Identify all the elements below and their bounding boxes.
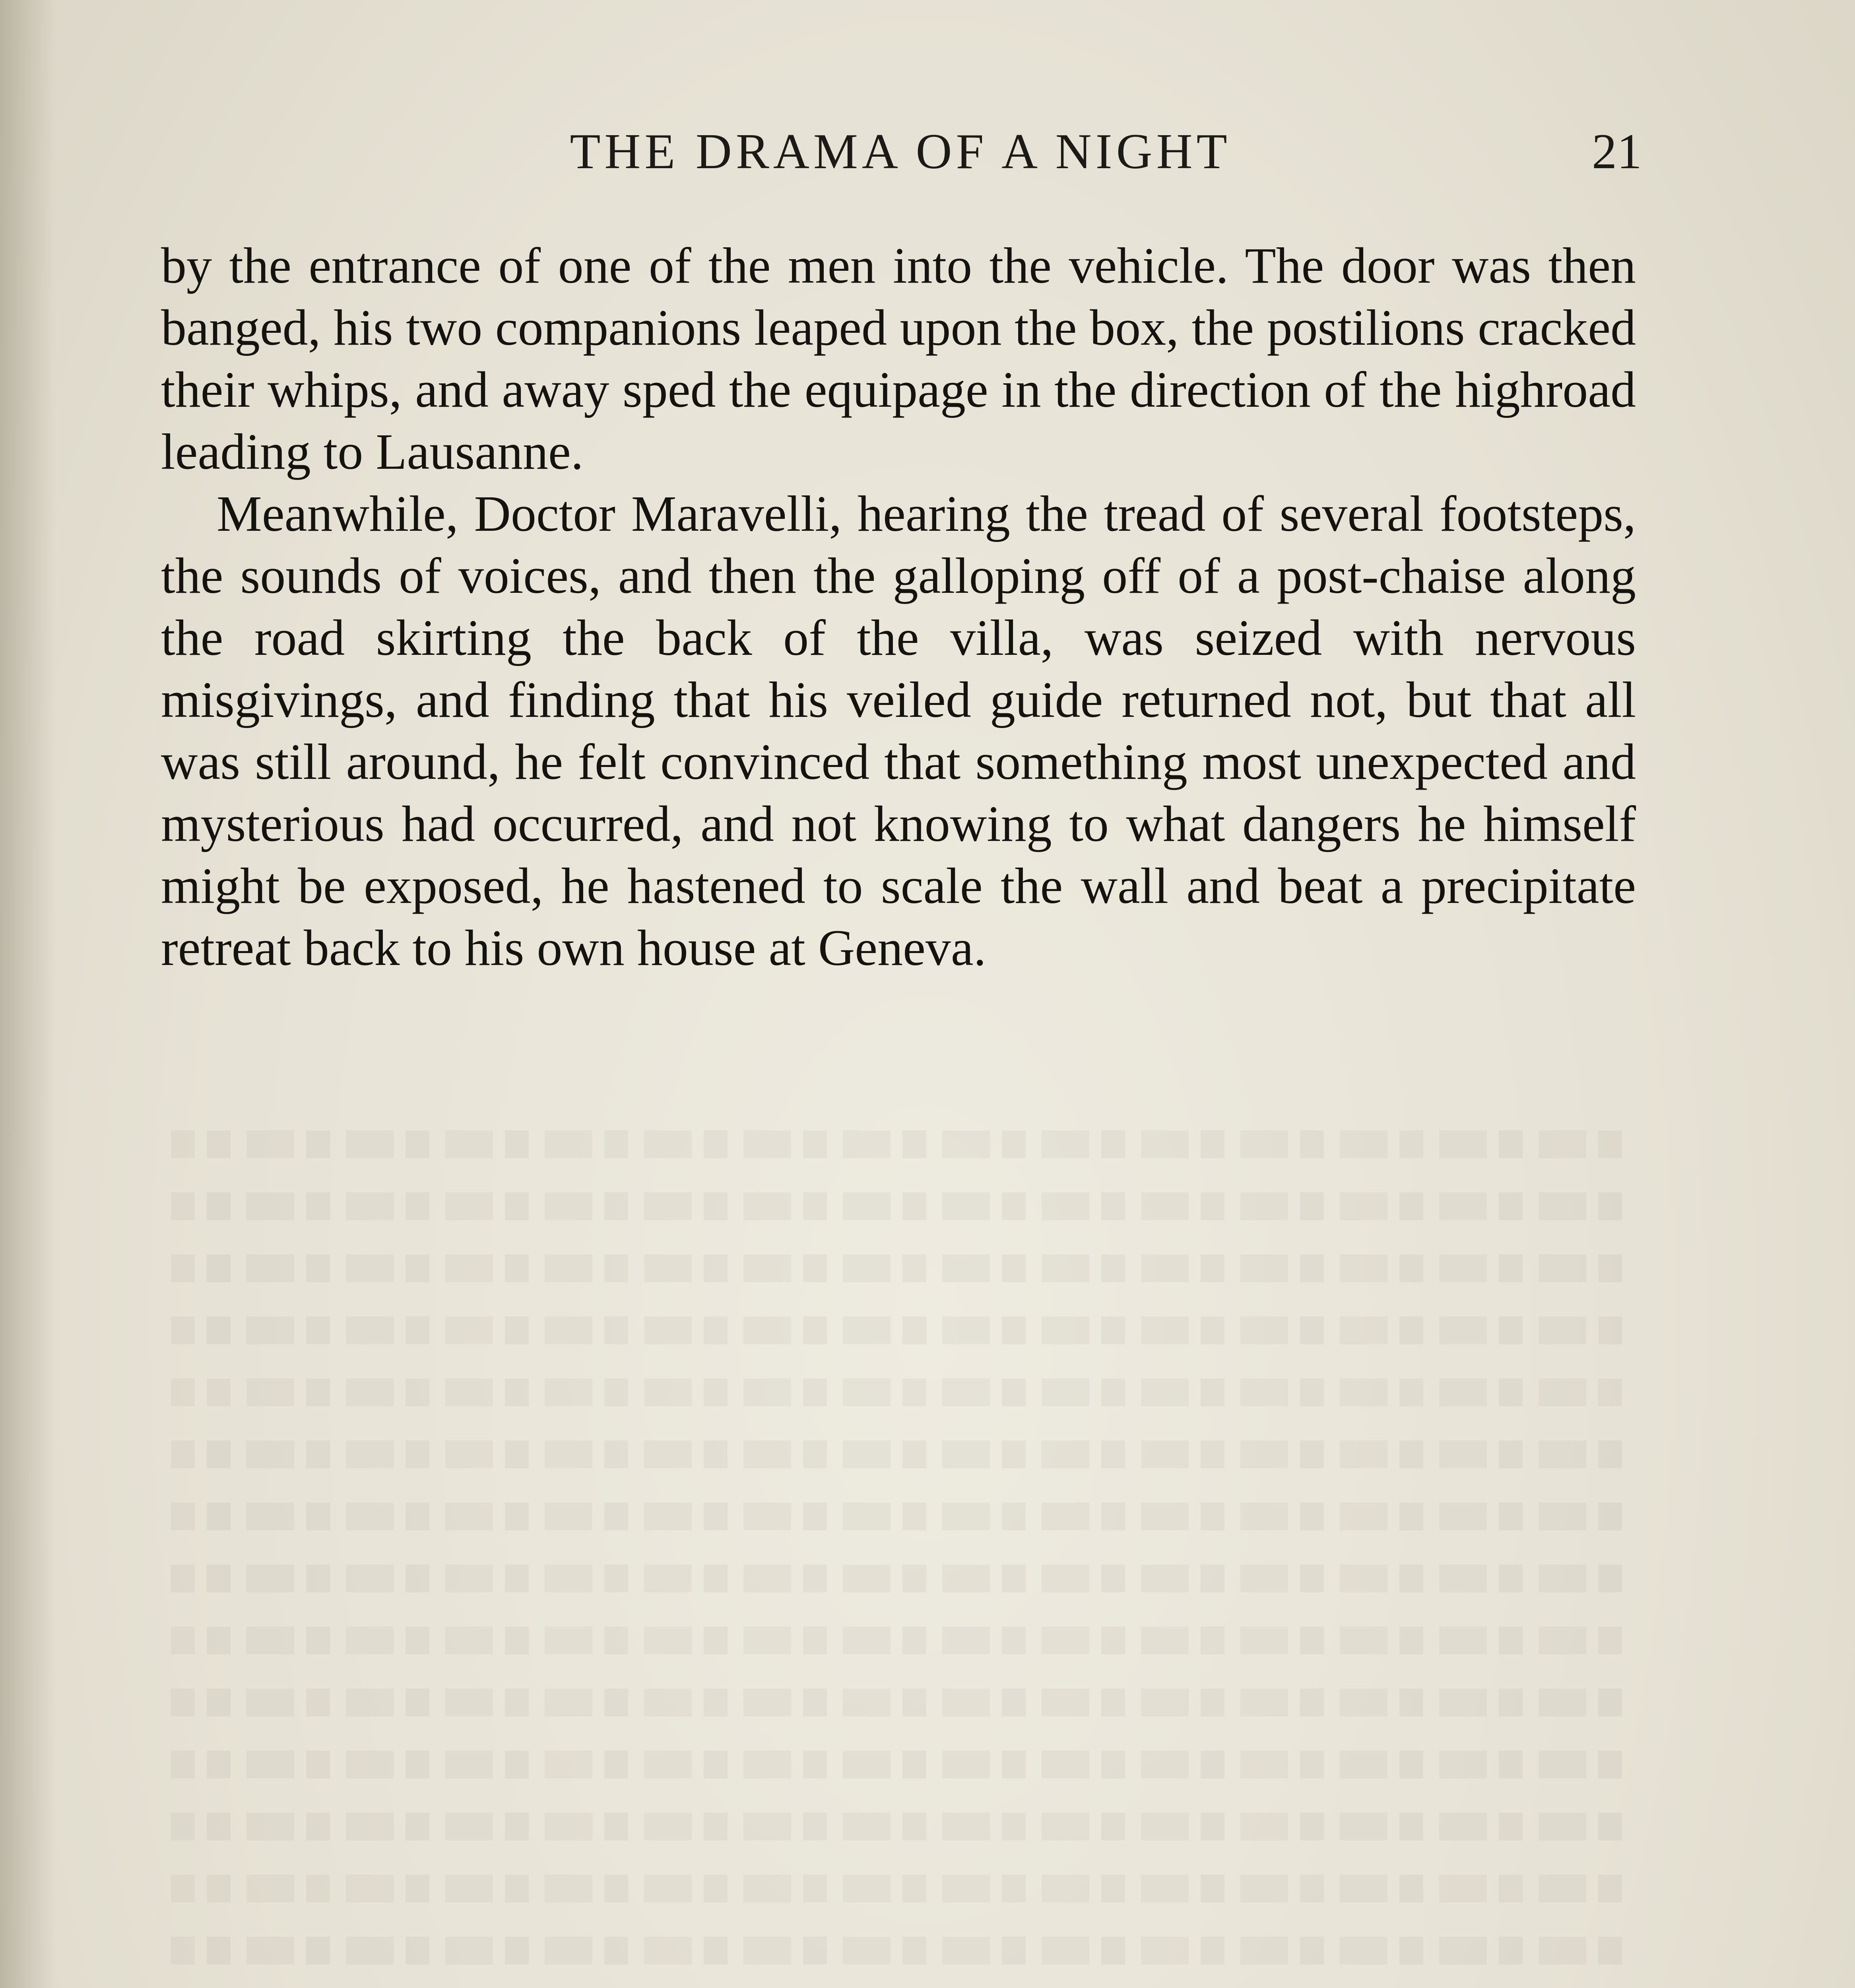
running-title: THE DRAMA OF A NIGHT <box>570 124 1231 179</box>
paragraph-maravelli: Meanwhile, Doctor Maravelli, hearing the tread of several footsteps, the sounds of voices, and then the galloping off of a post-chaise along the road skirting the back of the villa, was seized with nervous misgivings, and finding that his veiled guide returned not, but that all was still around, he felt convinced that something most unexpected and mysterious had occurred, and not knowing to what dangers he himself might be exposed, he hastened to scale the wall and beat a precipitate retreat back to his own house at Geneva. <box>161 485 1636 976</box>
reverse-page-bleed-through <box>171 1113 1622 1988</box>
body-text <box>161 235 1636 979</box>
page-number: 21 <box>1592 124 1642 179</box>
paragraph-continuation: by the entrance of one of the men into the vehicle. The door was then banged, his two companions leaped upon the box, the postilions cracked their whips, and away sped the equipage in the direction of the highroad leading to Lausanne. <box>161 237 1636 480</box>
page-header <box>159 123 1642 187</box>
spine-shadow <box>0 0 56 1988</box>
